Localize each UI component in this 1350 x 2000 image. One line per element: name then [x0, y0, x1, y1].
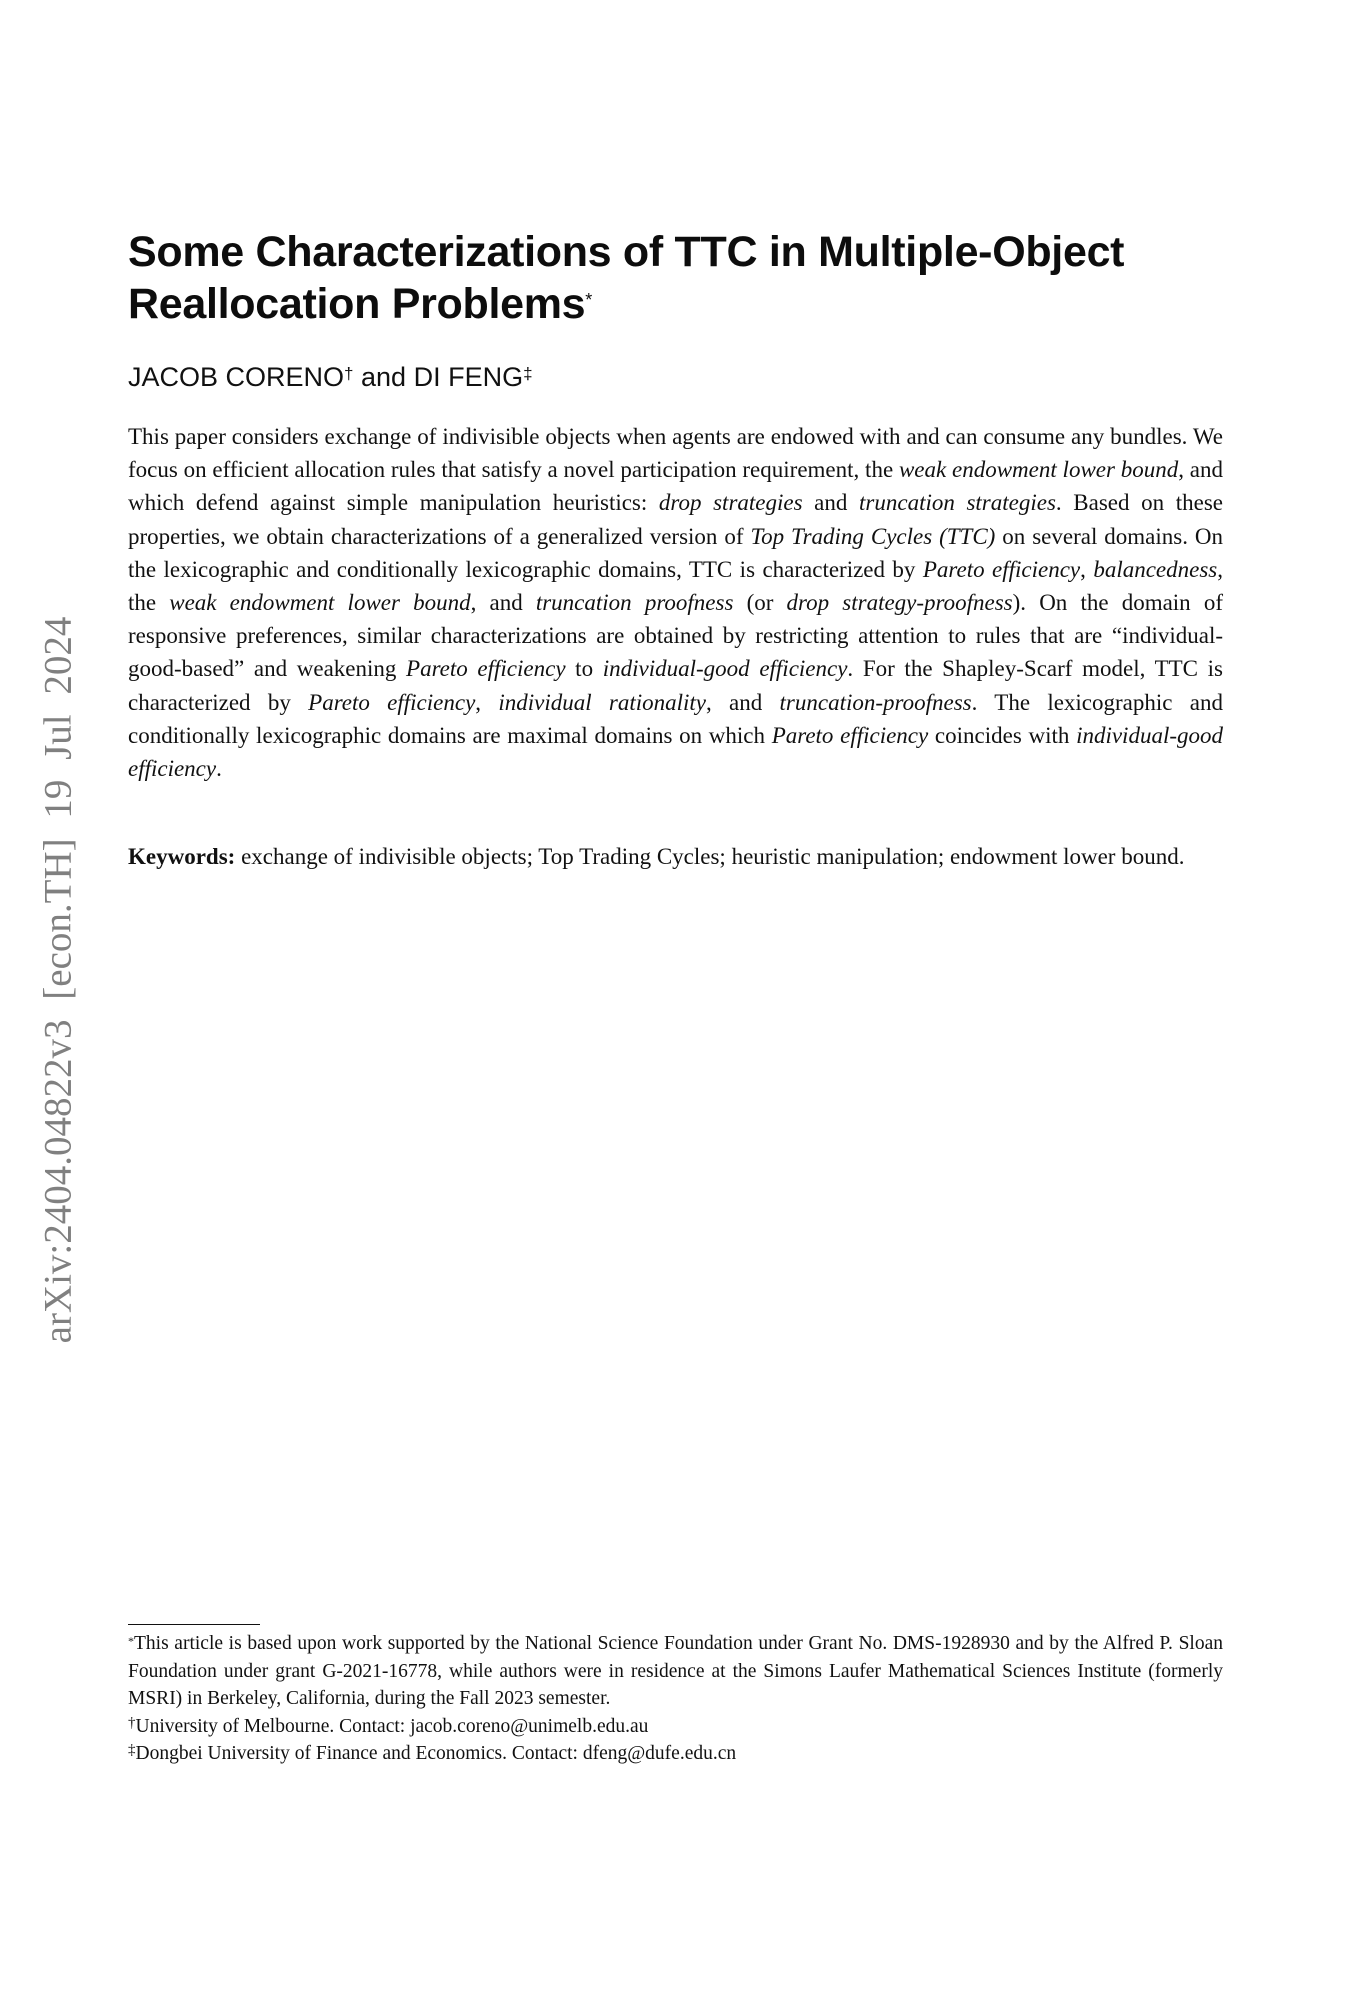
- arxiv-identifier[interactable]: arXiv:2404.04822v3 [econ.TH] 19 Jul 2024: [36, 616, 80, 1344]
- footnote-mark: †: [128, 1714, 136, 1731]
- abstract-text: , and: [706, 689, 780, 715]
- footnote-author-2: [128, 1740, 1223, 1768]
- abstract: [128, 420, 1223, 785]
- abstract-emphasis: individual-good efficiency: [128, 722, 1223, 782]
- abstract-emphasis: Top Trading Cycles (TTC): [750, 523, 996, 549]
- abstract-text: ,: [475, 689, 499, 715]
- abstract-emphasis: truncation proofness: [535, 590, 734, 616]
- footnotes: [128, 1630, 1223, 1768]
- abstract-emphasis: weak endowment lower bound: [898, 457, 1179, 483]
- abstract-emphasis: truncation-proofness: [779, 689, 972, 715]
- keywords-text: exchange of indivisible objects; Top Trading Cycles; heuristic manipulation; endowment lower bound.: [235, 844, 1185, 869]
- abstract-text: (or: [733, 590, 787, 616]
- footnote-text: Dongbei University of Finance and Economics. Contact: dfeng@dufe.edu.cn: [135, 1743, 737, 1764]
- footnote-mark: *: [128, 1634, 134, 1648]
- footnote-funding: [128, 1630, 1223, 1713]
- abstract-text: to: [565, 656, 603, 682]
- title-line-2: Reallocation Problems: [128, 280, 586, 328]
- author-list: [128, 360, 533, 394]
- abstract-emphasis: balancedness: [1093, 556, 1218, 582]
- abstract-text: and: [802, 490, 860, 516]
- abstract-text: This paper considers exchange of indivisible objects when agents are endowed with and can consume any bundles. We focus on efficient allocation rules that satisfy a novel participation requirement, the: [128, 424, 1223, 483]
- footnote-text: This article is based upon work supported by the National Science Foundation under Grant No. DMS-1928930 and by the Alfred P. Sloan Foundation under grant G-2021-16778, while authors were in residence at the Simons Laufer Mathematical Sciences Institute (formerly MSRI) in Berkeley, California, during the Fall 2023 semester.: [128, 1633, 1223, 1709]
- author-name: JACOB CORENO: [128, 362, 345, 392]
- title-footnote-mark[interactable]: *: [585, 290, 592, 310]
- abstract-text: . Based on these properties, we obtain characterizations of a generalized version of: [128, 490, 1223, 549]
- abstract-emphasis: individual rationality: [498, 689, 706, 715]
- author-footnote-mark[interactable]: †: [344, 364, 354, 383]
- arxiv-stamp: [38, 580, 78, 1380]
- abstract-emphasis: Pareto efficiency: [771, 722, 929, 748]
- footnote-text: University of Melbourne. Contact: jacob.coreno@unimelb.edu.au: [135, 1715, 649, 1737]
- abstract-text: , and which defend against simple manipulation heuristics:: [128, 457, 1223, 516]
- abstract-text: on several domains. On the lexicographic and conditionally lexicographic domains, TTC is characterized by: [128, 523, 1224, 582]
- abstract-text: coincides with: [928, 722, 1077, 748]
- abstract-emphasis: truncation strategies: [859, 490, 1056, 516]
- abstract-text: ). On the domain of responsive preferences, similar characterizations are obtained by restricting attention to rules that are “individual-good-based” and weakening: [128, 590, 1223, 682]
- abstract-emphasis: weak endowment lower bound: [169, 590, 471, 616]
- abstract-text: , and: [470, 590, 536, 616]
- footnote-author-1: [128, 1713, 1223, 1741]
- title-line-1: Some Characterizations of TTC in Multiple-Object: [128, 228, 1125, 276]
- abstract-text: .: [216, 756, 222, 782]
- abstract-emphasis: drop strategy-proofness: [786, 590, 1013, 616]
- author-name: DI FENG: [413, 362, 524, 392]
- abstract-text: ,: [1080, 556, 1094, 582]
- abstract-text: . For the Shapley-Scarf model, TTC is characterized by: [128, 656, 1224, 715]
- abstract-emphasis: Pareto efficiency: [922, 556, 1081, 582]
- author-conjunction: and: [361, 362, 407, 392]
- keywords-label: Keywords:: [128, 844, 236, 869]
- abstract-emphasis: Pareto efficiency: [406, 656, 566, 682]
- abstract-emphasis: individual-good efficiency: [602, 656, 848, 682]
- abstract-emphasis: Pareto efficiency: [308, 689, 476, 715]
- footnote-divider: [128, 1624, 260, 1625]
- abstract-emphasis: drop strategies: [658, 490, 803, 516]
- abstract-text: . The lexicographic and conditionally lexicographic domains are maximal domains on which: [128, 689, 1223, 748]
- author-footnote-mark[interactable]: ‡: [523, 364, 533, 383]
- paper-title: [128, 226, 1223, 330]
- footnote-mark: ‡: [128, 1742, 136, 1758]
- abstract-text: , the: [128, 556, 1223, 616]
- keywords: [128, 840, 1223, 873]
